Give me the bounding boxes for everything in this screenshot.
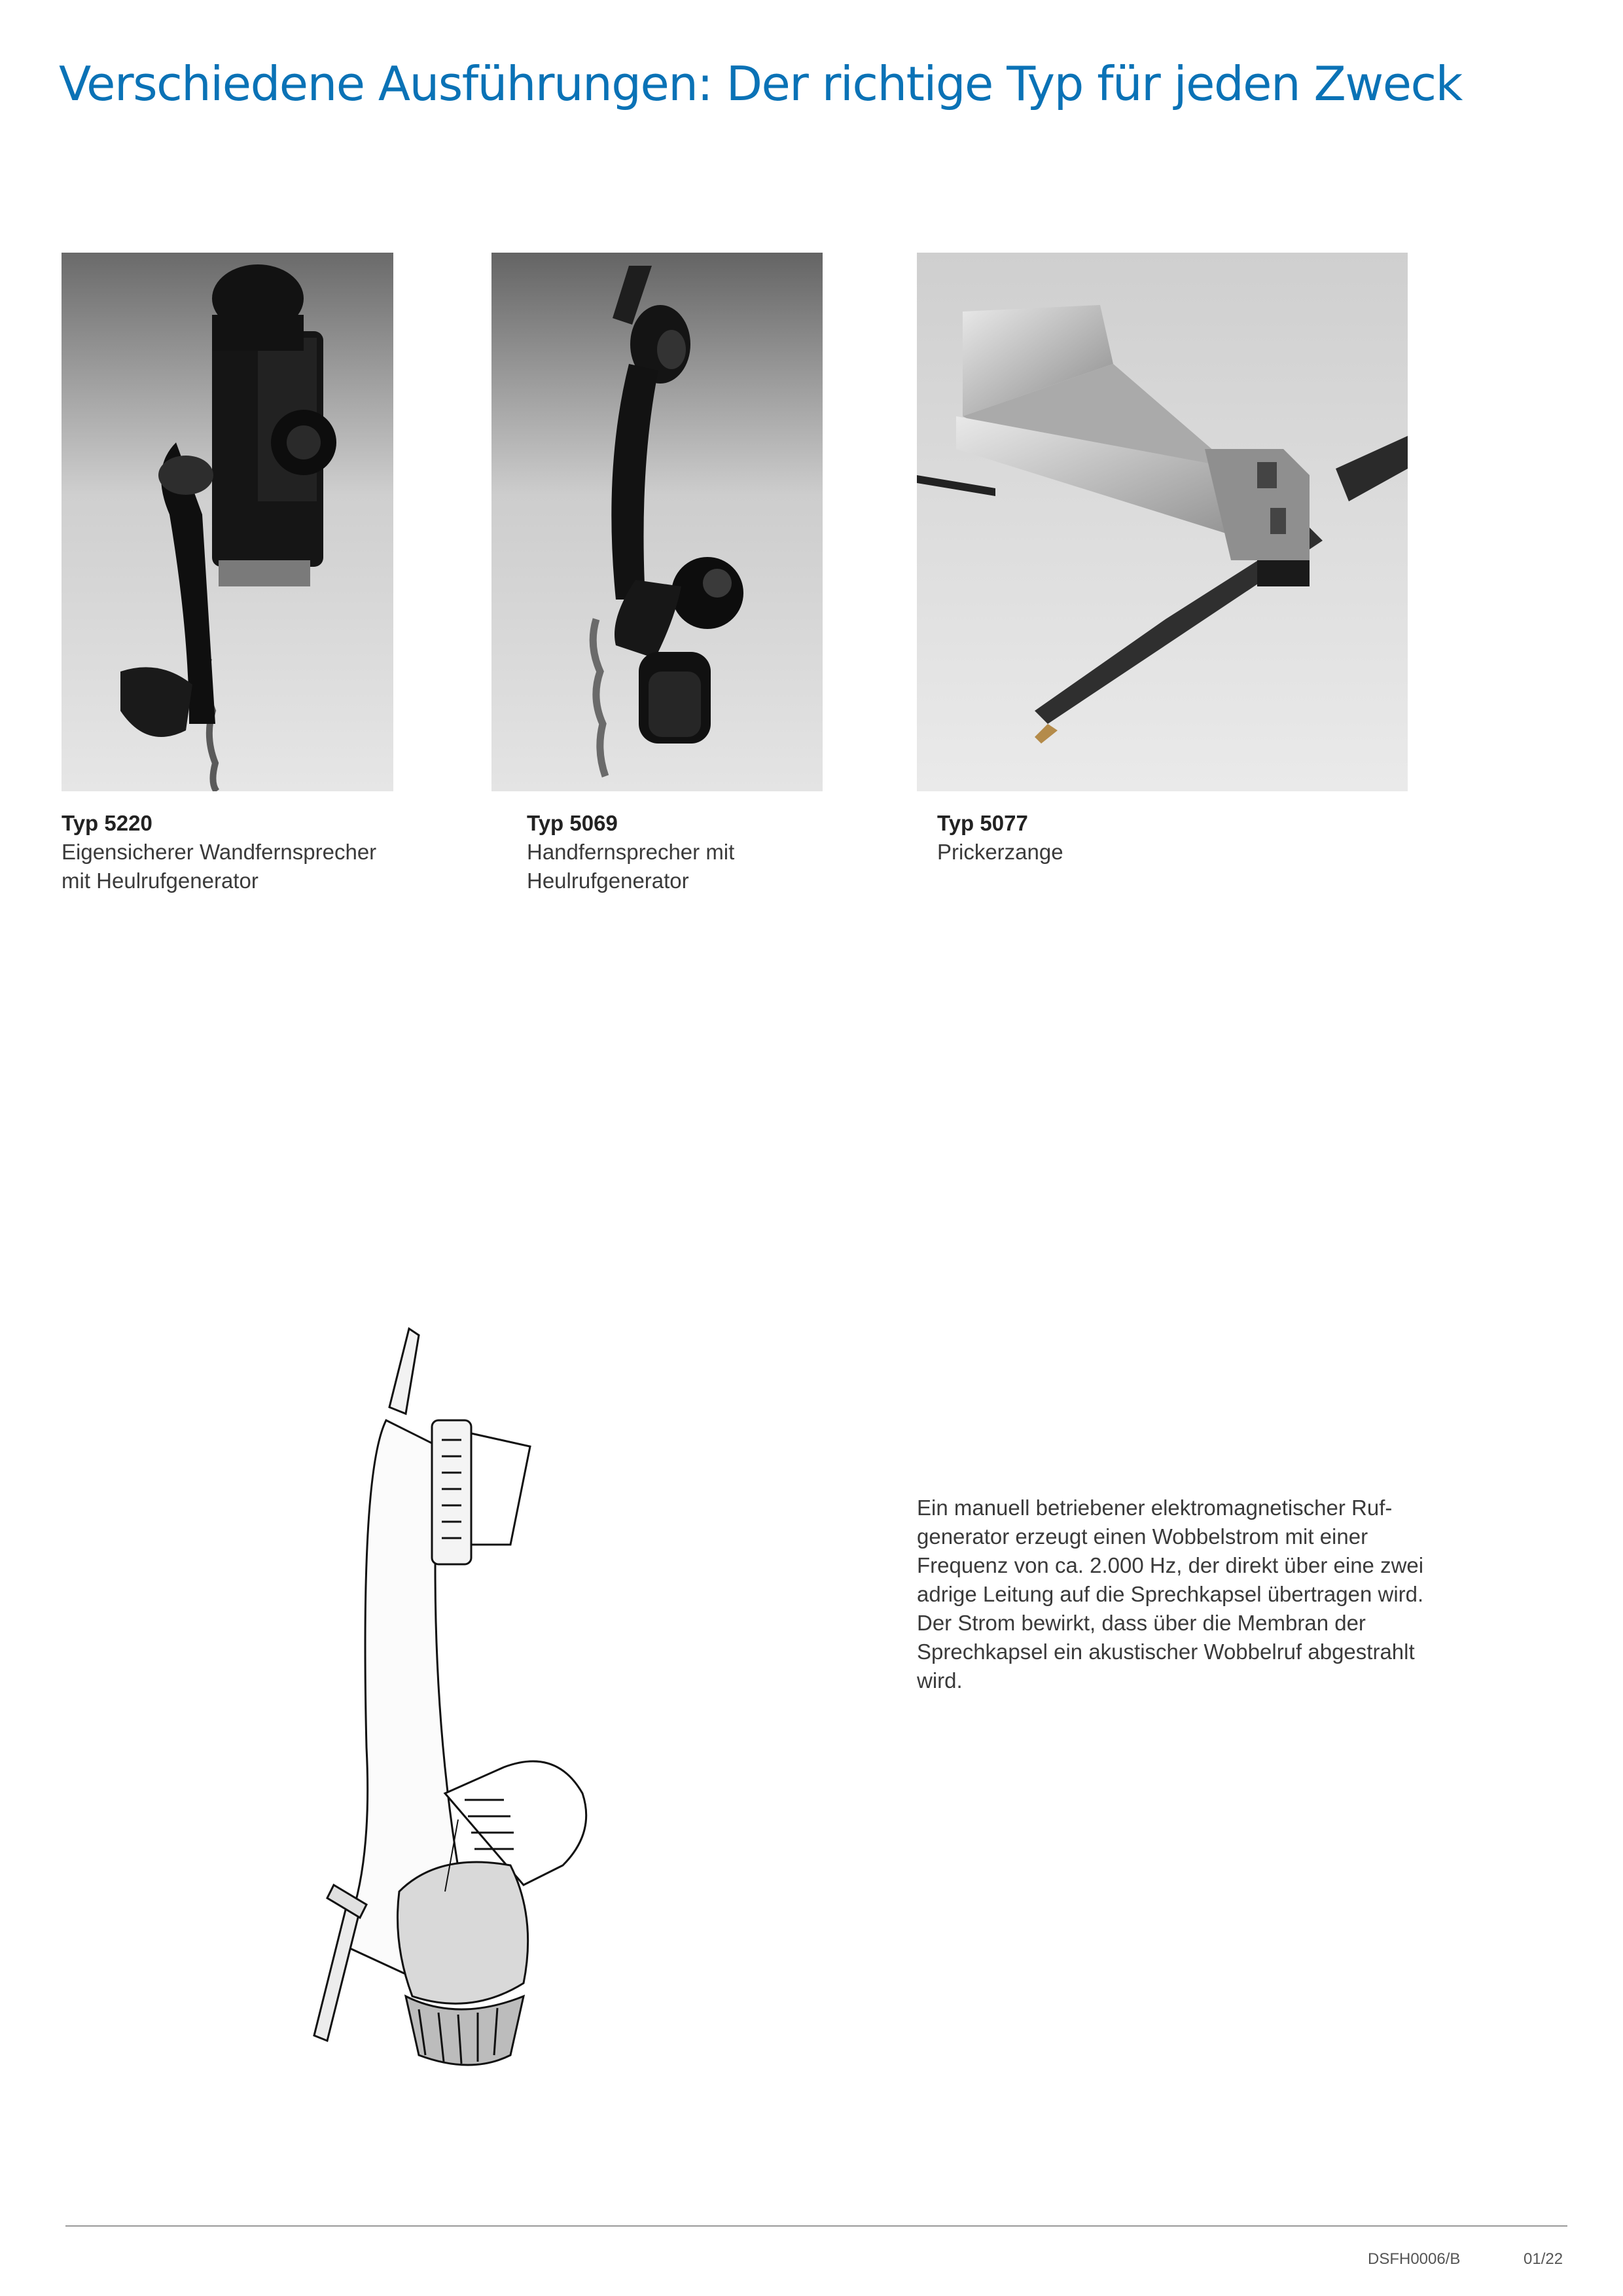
product-model: Typ 5069: [527, 811, 618, 835]
footer-document-id: DSFH0006/B: [1368, 2250, 1461, 2268]
product-model: Typ 5077: [937, 811, 1028, 835]
product-photo-crimping-pliers: [917, 253, 1408, 791]
footer-page-number: 01/22: [1524, 2250, 1563, 2268]
footer-divider: [65, 2225, 1567, 2227]
product-photo-handset: [491, 253, 823, 791]
page-title: Verschiedene Ausführungen: Der richtige Typ für jeden Zweck: [59, 56, 1462, 111]
product-description: Eigensicherer Wandfernsprecher mit Heulrufgenerator: [62, 840, 377, 893]
product-caption: [937, 809, 1212, 867]
product-description: Handfernsprecher mit Heulrufgenerator: [527, 840, 735, 893]
product-model: Typ 5220: [62, 811, 152, 835]
product-caption: [527, 809, 802, 895]
product-photo-wall-telephone: [62, 253, 393, 791]
handset-technical-drawing: [288, 1316, 589, 2166]
product-description: Prickerzange: [937, 840, 1063, 864]
product-caption: [62, 809, 428, 895]
description-text: Ein manuell betriebener elektromagnetischer Ruf- generator erzeugt einen Wobbelstrom mit einer Frequenz von ca. 2.000 Hz, der direkt über eine zwei adrige Leitung auf die Sprechkapsel übertragen wird. Der Strom bewirkt, dass über die Membran der Sprechkapsel ein akustischer Wobbelruf abgestrahlt wird.: [917, 1496, 1424, 1693]
